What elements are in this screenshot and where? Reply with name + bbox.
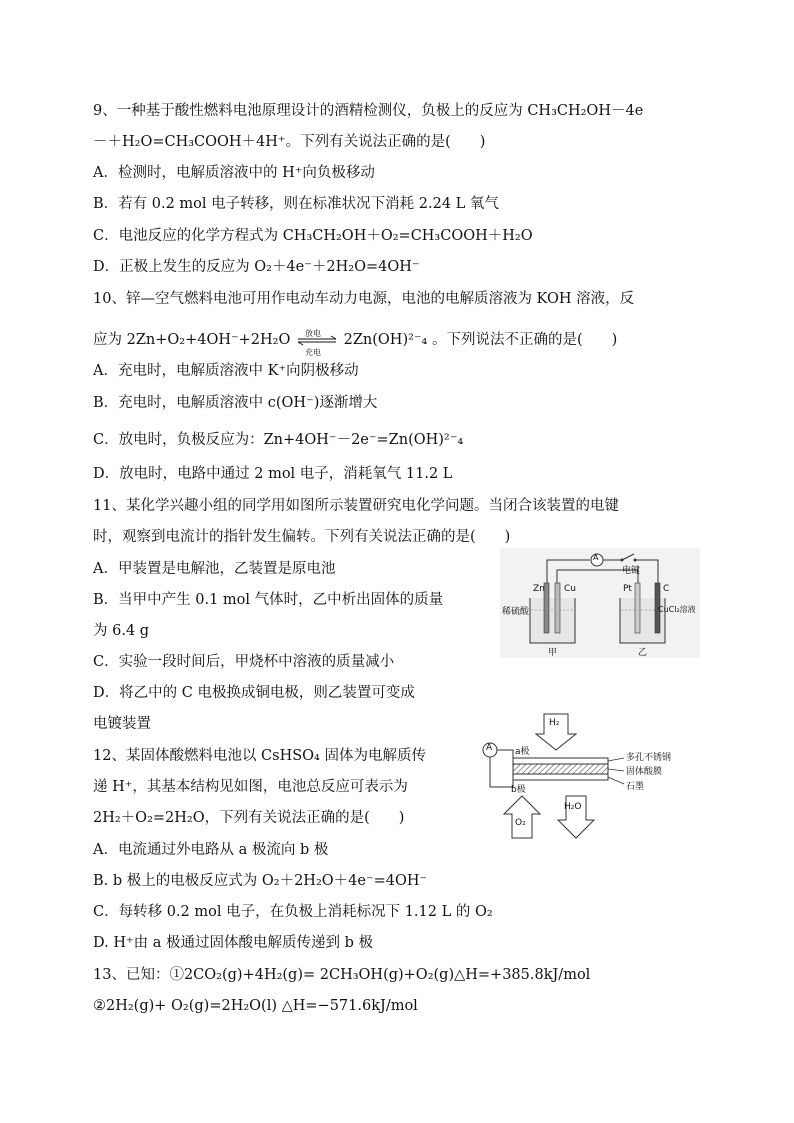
ammeter-symbol: A xyxy=(593,553,599,562)
h2-label: H₂ xyxy=(549,718,560,728)
left-solution-label: 稀硫酸 xyxy=(502,607,530,617)
q9-option-d: D．正极上发生的反应为 O₂＋4e⁻＋2H₂O=4OH⁻ xyxy=(93,259,420,275)
b-pole-label: b极 xyxy=(511,785,526,795)
q9-stem-line2: －＋H₂O=CH₃COOH＋4H⁺。下列有关说法正确的是( ) xyxy=(93,134,486,150)
a-pole-label: a极 xyxy=(515,747,530,757)
q9-option-a: A．检测时，电解质溶液中的 H⁺向负极移动 xyxy=(93,165,375,181)
q11-option-a: A．甲装置是电解池，乙装置是原电池 xyxy=(93,561,336,577)
fuel-cell-figure xyxy=(478,710,708,842)
q12-stem-line1: 12、某固体酸燃料电池以 CsHSO₄ 固体为电解质传 xyxy=(93,748,426,764)
c-electrode-label: C xyxy=(663,584,670,594)
arrow-label-charge: 充电 xyxy=(305,348,321,357)
o2-label: O₂ xyxy=(515,818,526,828)
q11-option-d: D．将乙中的 C 电极换成铜电极，则乙装置可变成 xyxy=(93,685,415,701)
q13-equation-1: 13、已知：①2CO₂(g)+4H₂(g)= 2CH₃OH(g)+O₂(g)△H=+385.8kJ/mol xyxy=(93,967,591,983)
q10-option-b: B．充电时，电解质溶液中 c(OH⁻)逐渐增大 xyxy=(93,395,378,411)
electrochemical-cells-figure xyxy=(500,548,700,658)
q10-stem-line1: 10、锌—空气燃料电池可用作电动车动力电源，电池的电解质溶液为 KOH 溶液，反 xyxy=(93,291,635,307)
q10-option-a: A．充电时，电解质溶液中 K⁺向阴极移动 xyxy=(93,363,359,379)
q10-products: 2Zn(OH)²⁻₄ 。下列说法不正确的是( ) xyxy=(343,332,618,348)
q11-stem-line2: 时，观察到电流计的指针发生偏转。下列有关说法正确的是( ) xyxy=(93,529,511,545)
right-solution-label: CuCl₂溶液 xyxy=(658,605,696,614)
q11-option-d-cont: 电镀装置 xyxy=(93,716,151,732)
pt-electrode-label: Pt xyxy=(623,584,632,594)
graphite-label: 石墨 xyxy=(626,782,645,792)
q10-option-d: D．放电时，电路中通过 2 mol 电子，消耗氧气 11.2 L xyxy=(93,466,453,482)
q10-reactants: 应为 2Zn+O₂+4OH⁻+2H₂O xyxy=(93,332,291,348)
switch-label: 电键 xyxy=(622,566,641,576)
zn-electrode-label: Zn xyxy=(533,584,545,594)
q13-equation-2: ②2H₂(g)+ O₂(g)=2H₂O(l) △H=−571.6kJ/mol xyxy=(93,998,418,1014)
reversible-arrow xyxy=(295,329,339,357)
ammeter-symbol: A xyxy=(486,743,493,753)
q11-option-b-cont: 为 6.4 g xyxy=(93,623,150,639)
h2o-label: H₂O xyxy=(564,802,582,812)
q9-stem-line1: 9、一种基于酸性燃料电池原理设计的酒精检测仪，负极上的反应为 CH₃CH₂OH－4e xyxy=(93,103,644,119)
cu-electrode-label: Cu xyxy=(564,584,576,594)
q10-stem-line2 xyxy=(93,329,618,357)
left-cell-name: 甲 xyxy=(548,648,558,658)
q11-stem-line1: 11、某化学兴趣小组的同学用如图所示装置研究电化学问题。当闭合该装置的电键 xyxy=(93,498,619,514)
q12-option-d: D. H⁺由 a 极通过固体酸电解质传递到 b 极 xyxy=(93,935,373,951)
q12-option-a: A．电流通过外电路从 a 极流向 b 极 xyxy=(93,842,329,858)
q12-stem-line3: 2H₂＋O₂=2H₂O，下列有关说法正确的是( ) xyxy=(93,810,405,826)
q12-option-b: B. b 极上的电极反应式为 O₂＋2H₂O＋4e⁻=4OH⁻ xyxy=(93,873,428,889)
solid-acid-membrane-label: 固体酸膜 xyxy=(626,767,663,777)
q9-option-c: C．电池反应的化学方程式为 CH₃CH₂OH＋O₂=CH₃COOH＋H₂O xyxy=(93,228,533,244)
q10-option-c: C．放电时，负极反应为：Zn+4OH⁻－2e⁻=Zn(OH)²⁻₄ xyxy=(93,432,464,448)
q11-option-c: C．实验一段时间后，甲烧杯中溶液的质量减小 xyxy=(93,654,395,670)
arrow-label-discharge: 放电 xyxy=(305,329,321,338)
q12-option-c: C．每转移 0.2 mol 电子，在负极上消耗标况下 1.12 L 的 O₂ xyxy=(93,904,493,920)
q11-option-b: B．当甲中产生 0.1 mol 气体时，乙中析出固体的质量 xyxy=(93,592,444,608)
q9-option-b: B．若有 0.2 mol 电子转移，则在标准状况下消耗 2.24 L 氧气 xyxy=(93,196,499,212)
q12-stem-line2: 递 H⁺，其基本结构见如图，电池总反应可表示为 xyxy=(93,779,408,795)
right-cell-name: 乙 xyxy=(638,648,648,658)
stainless-steel-label: 多孔不锈钢 xyxy=(626,753,672,763)
